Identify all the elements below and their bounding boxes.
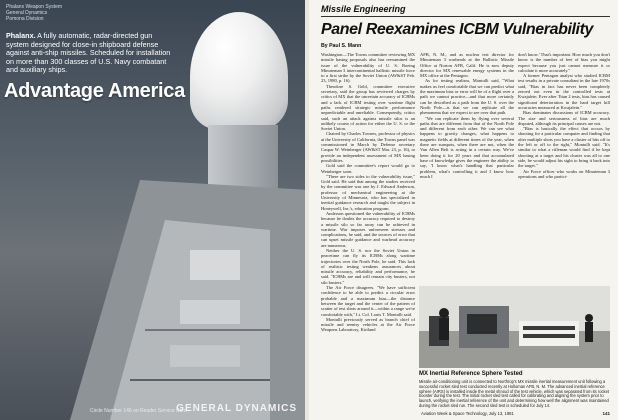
reader-service-note: Circle Number 146 on Reader Service Card [90, 408, 187, 414]
deck-structure [170, 345, 240, 367]
ad-header-line: Pomona Division [6, 16, 44, 22]
paragraph: "Bias is basically the effect that occurs by shooting for a particular computer and finding that after multiple shots you have a cluster of hits off to the left or off to the right," Montulli said. "It's similar to what a rifleman would find if he kept shooting at a target and his cluster was all to one side, he would adjust his sight to bring it back into the target." [518, 126, 610, 169]
paragraph: Air Force officer who works on Minuteman 3 operations and who partici- [518, 168, 610, 179]
paragraph: "There are two sides to the vulnerability issue," Gold said. He said that among the studies received by the committee was one by J. Edward Anderson, professor of mechanical engineering at the University of Minnesota, who has specialized in inertial guidance research and taught the subject in Honeywell, Inc.'s, education program. [321, 173, 415, 211]
paragraph: Washington—The Towns committee reviewing MX missile basing proposals also has reexamined the issue of the vulnerability of U. S. Boeing Minuteman 3 intercontinental ballistic missile force to a first strike by the Soviet Union (AW&ST Feb. 23, 1980, p. 16). [321, 52, 415, 84]
sled-test-photo-image [419, 286, 610, 368]
article-column-2 [420, 52, 514, 282]
ship-deck-illustration [70, 180, 305, 420]
paragraph: Anderson questioned the vulnerability of ICBMs because he doubts the accuracy required to destroy a missile silo so far away can be achieved in wartime. War imposes unforeseen stresses and complications, he said, and the sources of error that can upset missile guidance and warhead accuracy are numerous. [321, 210, 415, 248]
photo-caption: Missile air-conditioning unit is connected to Northrop's MX missile inertial measurement unit following a successful rocket sled test conducted recently at Holloman AFB, N. M. The advanced inertial reference sphere (AIRS) is installed inside the metal shroud of the test vehicle, which was separated from its rocket booster during the test. The initial rocket sled test called for calibrating and aligning the system prior to launch, verifying the inertial reference of the unit and determining how well the alignment was maintained during the rocket sled run. The second sled test is scheduled for July 14. [419, 379, 609, 408]
paragraph: "We can replicate them by flying over several paths that are different from that of the North Pole and different from each other. We can see what happens to gravity changes, what happens to magnetic fields at different times of the year, when there are sunspots, when there are not, when the Van Allen Belt is acting in a certain way. We've been doing it for 20 years and that accumulated base of knowledge gives the engineer the ability to say, 'I know what's handling that particular problem, what's controlling it and I know how much I [420, 115, 514, 179]
ad-header-line: Phalanx Weapon System [6, 4, 63, 10]
paragraph: don't know.' That's important. How much you don't know is the number of feet of bias you might expect because you just cannot measure it or calculate it more accurately." [518, 52, 610, 73]
deck-structure [190, 250, 240, 280]
advertisement-page [0, 0, 305, 420]
section-rule [321, 16, 610, 17]
general-dynamics-logo: GENERAL DYNAMICS [176, 403, 297, 414]
paragraph: Gold said the committee's report would go to Weinberger soon. [321, 163, 415, 174]
article-byline: By Paul S. Mann [321, 43, 362, 49]
paragraph: Montulli previously served as branch chief of missile and reentry vehicles at the Air Force Weapons Laboratory, Kirtland [321, 316, 415, 333]
page-number: 141 [602, 411, 610, 416]
paragraph: As for testing realism, Montulli said, "What makes us feel comfortable that we can predict what the maximum bias or error will be of a flight over a path we cannot practice—and that more certainly can be described as a path from the U. S. over the North Pole—is that we can replicate all the phenomena that we expect to see over that path. [420, 78, 514, 116]
photo-caption-title: MX Inertial Reference Sphere Tested [419, 371, 523, 377]
section-kicker: Missile Engineering [321, 4, 406, 14]
article-headline: Panel Reexamines ICBM Vulnerability [321, 21, 594, 38]
paragraph: A former Pentagon analyst who studied ICBM test results in a private consultant in the late 1970s said, "Bias in fact has never been completely zeroed out even in the controlled tests at Kwajalein. Ever after Titan 2 tests, bias has caused significant deterioration in the hard target kill accuracies measured at Kwajalein." [518, 73, 610, 110]
phalanx-radome-illustration [190, 12, 288, 130]
paragraph: AFB, N. M., and as nuclear test director for Minuteman 3 warheads at the Ballistic Missile Office at Norton AFB, Calif. He is now deputy director for MX renewable energy systems in the MX office at the Pentagon. [420, 52, 514, 79]
ad-header-line: General Dynamics [6, 10, 48, 16]
ad-body-copy [6, 32, 176, 75]
article-column-3 [518, 52, 610, 282]
article-column-1 [321, 52, 415, 407]
ad-body-text: A fully automatic, radar-directed gun system designed for close-in shipboard defense against anti-ship missiles. Scheduled for installation on more than 300 classes of U.S. Navy combatant and auxiliary ships. [6, 31, 171, 75]
deck-structure [180, 300, 240, 324]
article-page [309, 0, 618, 420]
paragraph: The Air Force disagrees. "We have sufficient confidence to be able to predict a circular error probable and a maximum bias—the distance between the target and the center of the pattern of scatter of test shots around it—within a range we're comfortable with," Lt. Col. Louis T. Montulli said. [321, 285, 415, 317]
paragraph: Bias dominates discussions of ICBM accuracy. The size and seriousness of bias are much disputed, although its principal causes are not. [518, 110, 610, 126]
paragraph: Chaired by Charles Townes, professor of physics at the University of California, the Towns panel was commissioned in March by Defense secretary Caspar W. Weinberger (AW&ST Mar. 23, p. 16), to provide an independent assessment of MX basing possibilities. [321, 131, 415, 163]
paragraph: Theodore S. Gold, committee executive secretary, said the group has reviewed charges by critics of MX that the uncertain accuracy of ICBMs and a lack of ICBM testing over wartime flight paths rendered strategic missile performance unpredictable and unreliable. Consequently, critics said, such an attack against missile silos is an unlikely course of action for either the U. S. or the Soviet Union. [321, 83, 415, 132]
sled-test-photo [419, 286, 610, 368]
ad-headline: Advantage America [4, 80, 185, 102]
page-folio: Aviation Week & Space Technology, July 13, 1981 [421, 411, 514, 416]
ad-header [6, 4, 176, 22]
ad-body-lead: Phalanx. [6, 31, 36, 40]
paragraph: Neither the U. S. nor the Soviet Union in peacetime can fly its ICBMs along wartime trajectories over the North Pole, he said. This lack of realistic testing weakens assurances about missile accuracy, reliability and performance, he said. "ICBMs are and will remain city busters, not silo busters." [321, 247, 415, 285]
